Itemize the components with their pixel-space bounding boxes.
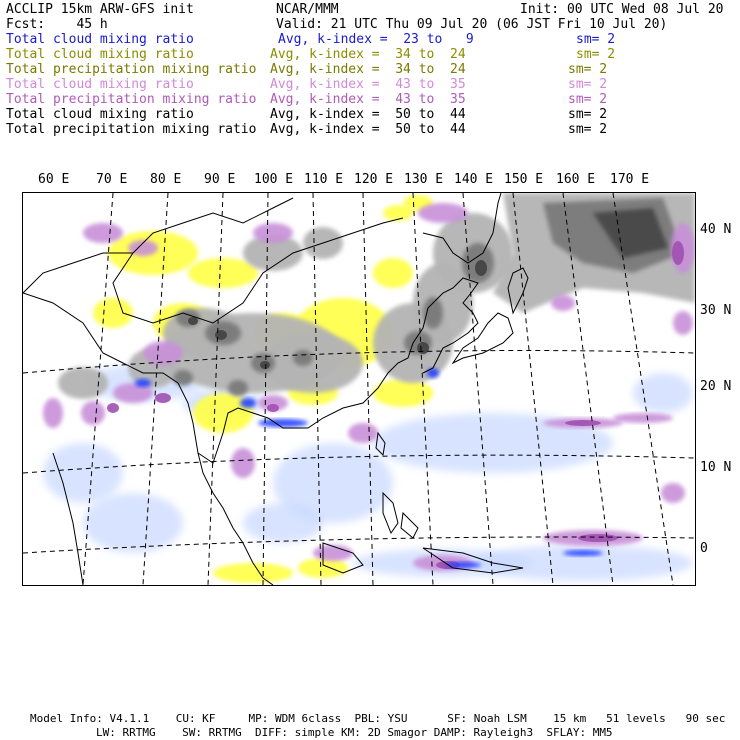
field-sm: sm= 2 bbox=[568, 122, 608, 137]
field-avg: Avg, k-index = 50 to 44 bbox=[270, 122, 466, 137]
latitude-label: 40 N bbox=[700, 222, 732, 237]
longitude-label: 80 E bbox=[150, 172, 182, 187]
field-name: Total precipitation mixing ratio bbox=[6, 62, 257, 77]
longitude-label: 110 E bbox=[304, 172, 344, 187]
precip-yellow-area bbox=[188, 258, 258, 288]
longitude-label: 130 E bbox=[404, 172, 444, 187]
longitude-label: 70 E bbox=[96, 172, 128, 187]
cloud-purple-area bbox=[83, 223, 123, 243]
cloud-gray-dark bbox=[215, 330, 227, 340]
precip-purple-area bbox=[578, 534, 618, 542]
model-info-line2: LW: RRTMG SW: RRTMG DIFF: simple KM: 2D Smagor DAMP: Rayleigh3 SFLAY: MM5 bbox=[96, 726, 613, 739]
cloud-gray-dark bbox=[417, 342, 429, 354]
coastline bbox=[401, 513, 418, 538]
cloud-purple-area bbox=[673, 311, 693, 335]
field-name: Total precipitation mixing ratio bbox=[6, 122, 257, 137]
cloud-purple-area bbox=[253, 223, 293, 243]
init-time: Init: 00 UTC Wed 08 Jul 20 bbox=[520, 2, 724, 17]
precip-purple-area bbox=[107, 403, 119, 413]
latitude-label: 10 N bbox=[700, 460, 732, 475]
longitude-label: 150 E bbox=[504, 172, 544, 187]
cloud-purple-area bbox=[551, 295, 575, 311]
longitude-label: 140 E bbox=[454, 172, 494, 187]
cloud-blue-core bbox=[563, 550, 603, 556]
valid-time: Valid: 21 UTC Thu 09 Jul 20 (06 JST Fri 10 Jul 20) bbox=[276, 17, 668, 32]
cloud-purple-area bbox=[418, 203, 468, 223]
field-name: Total cloud mixing ratio bbox=[6, 32, 194, 47]
cloud-blue-core bbox=[427, 368, 439, 378]
field-avg: Avg, k-index = 34 to 24 bbox=[270, 62, 466, 77]
latitude-label: 20 N bbox=[700, 379, 732, 394]
cloud-purple-area bbox=[613, 413, 673, 423]
forecast-map bbox=[22, 192, 696, 586]
cloud-purple-area bbox=[348, 423, 378, 443]
precip-purple-area bbox=[672, 241, 684, 265]
field-name: Total cloud mixing ratio bbox=[6, 107, 194, 122]
cloud-gray-dark bbox=[188, 317, 198, 325]
latitude-label: 30 N bbox=[700, 303, 732, 318]
field-sm: sm= 2 bbox=[576, 32, 616, 47]
precip-yellow-area bbox=[93, 298, 133, 328]
cloud-gray-mid bbox=[173, 370, 193, 386]
field-avg: Avg, k-index = 23 to 9 bbox=[278, 32, 474, 47]
field-avg: Avg, k-index = 50 to 44 bbox=[270, 107, 466, 122]
cloud-gray-light bbox=[263, 333, 363, 393]
cloud-blue-area bbox=[83, 493, 183, 553]
model-title: ACCLIP 15km ARW-GFS init bbox=[6, 2, 194, 17]
center-label: NCAR/MMM bbox=[276, 2, 339, 17]
precip-purple-area bbox=[155, 393, 171, 403]
cloud-gray-mid bbox=[293, 350, 313, 366]
cloud-gray-mid bbox=[423, 297, 443, 329]
cloud-gray-dark bbox=[260, 361, 270, 369]
cloud-purple-area bbox=[81, 401, 105, 425]
cloud-gray-mid bbox=[176, 309, 200, 327]
cloud-gray-mid bbox=[228, 380, 248, 396]
precip-yellow-area bbox=[213, 563, 293, 583]
cloud-gray-light bbox=[58, 367, 108, 399]
longitude-label: 60 E bbox=[38, 172, 70, 187]
cloud-purple-area bbox=[661, 483, 685, 503]
precip-purple-area bbox=[267, 404, 279, 412]
longitude-label: 160 E bbox=[556, 172, 596, 187]
cloud-purple-area bbox=[313, 545, 353, 561]
precip-yellow-area bbox=[373, 258, 413, 288]
field-sm: sm= 2 bbox=[568, 62, 608, 77]
field-name: Total cloud mixing ratio bbox=[6, 77, 194, 92]
field-sm: sm= 2 bbox=[568, 77, 608, 92]
cloud-blue-core bbox=[445, 562, 481, 568]
cloud-blue-core bbox=[135, 379, 151, 387]
model-info-line1: Model Info: V4.1.1 CU: KF MP: WDM 6class PBL: YSU SF: Noah LSM 15 km 51 levels 90 sec bbox=[30, 712, 726, 725]
longitude-label: 170 E bbox=[610, 172, 650, 187]
field-sm: sm= 2 bbox=[576, 47, 616, 62]
field-sm: sm= 2 bbox=[568, 107, 608, 122]
cloud-purple-area bbox=[43, 398, 63, 428]
latitude-label: 0 bbox=[700, 541, 708, 556]
longitude-label: 120 E bbox=[354, 172, 394, 187]
longitude-label: 90 E bbox=[204, 172, 236, 187]
cloud-blue-area bbox=[43, 443, 123, 503]
field-name: Total cloud mixing ratio bbox=[6, 47, 194, 62]
field-avg: Avg, k-index = 34 to 24 bbox=[270, 47, 466, 62]
cloud-blue-area bbox=[243, 503, 323, 543]
cloud-purple-area bbox=[231, 448, 255, 478]
precip-purple-area bbox=[565, 420, 601, 426]
longitude-label: 100 E bbox=[254, 172, 294, 187]
cloud-blue-core bbox=[240, 398, 256, 408]
grid-line bbox=[363, 193, 373, 585]
cloud-gray-dark bbox=[475, 260, 487, 276]
map-canvas bbox=[23, 193, 695, 585]
cloud-blue-area bbox=[633, 373, 693, 413]
field-sm: sm= 2 bbox=[568, 92, 608, 107]
forecast-hour: Fcst: 45 h bbox=[6, 17, 108, 32]
field-avg: Avg, k-index = 43 to 35 bbox=[270, 77, 466, 92]
field-avg: Avg, k-index = 43 to 35 bbox=[270, 92, 466, 107]
field-name: Total precipitation mixing ratio bbox=[6, 92, 257, 107]
